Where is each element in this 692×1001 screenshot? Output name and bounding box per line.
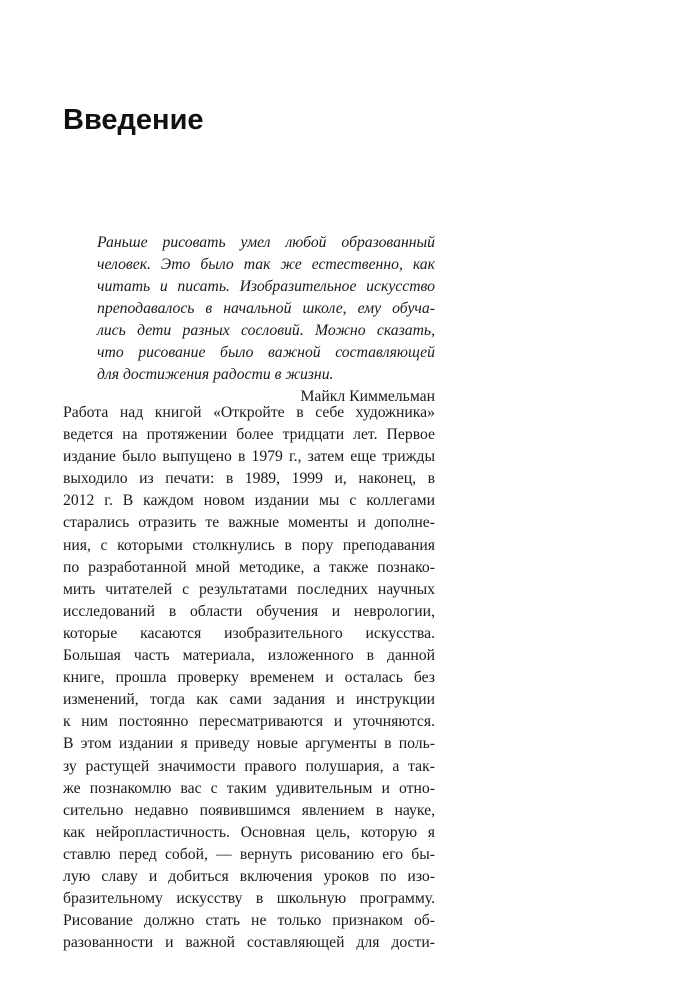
body-line: Работа над книгой «Откройте в себе художника»: [63, 404, 435, 421]
body-line: ставлю перед собой, — вернуть рисованию его бы-: [63, 845, 435, 863]
body-line: исследований в области обучения и неврологии,: [63, 602, 435, 620]
epigraph: [97, 232, 435, 408]
body-line: изменений, тогда как сами задания и инструкции: [63, 691, 435, 709]
body-line: Рисование должно стать не только признаком об-: [63, 912, 435, 930]
epigraph-line: для достижения радости в жизни.: [97, 366, 334, 383]
body-line: мить читателей с результатами последних научных: [63, 580, 435, 598]
body-line: к ним постоянно пересматриваются и уточняются.: [63, 713, 435, 731]
body-line: бразительному искусству в школьную программу.: [63, 890, 435, 908]
body-line: лую славу и добиться включения уроков по изо-: [63, 867, 435, 885]
body-line: издание было выпущено в 1979 г., затем еще трижды: [63, 448, 435, 466]
body-line: ния, с которыми столкнулись в пору преподавания: [63, 536, 435, 554]
body-line: ведется на протяжении более тридцати лет. Первое: [63, 426, 435, 444]
body-text: [63, 402, 435, 954]
body-line: зу растущей значимости правого полушария, а так-: [63, 757, 435, 775]
body-line: книге, прошла проверку временем и осталась без: [63, 669, 435, 687]
body-line: 2012 г. В каждом новом издании мы с коллегами: [63, 492, 435, 510]
epigraph-line: что рисование было важной составляющей: [97, 344, 435, 361]
body-line: сительно недавно появившимся явлением в науке,: [63, 801, 435, 819]
epigraph-line: преподавалось в начальной школе, ему обуча-: [97, 300, 435, 317]
body-line: которые касаются изобразительного искусства.: [63, 624, 435, 642]
epigraph-author: Майкл Киммельман: [300, 388, 435, 405]
epigraph-line: читать и писать. Изобразительное искусство: [97, 278, 435, 295]
chapter-heading: Введение: [63, 104, 204, 136]
epigraph-line: Раньше рисовать умел любой образованный: [97, 234, 435, 251]
body-line: по разработанной мной методике, а также познако-: [63, 558, 435, 576]
body-line: как нейропластичность. Основная цель, которую я: [63, 823, 435, 841]
body-line: разованности и важной составляющей для дости-: [63, 934, 435, 952]
body-line: Большая часть материала, изложенного в данной: [63, 647, 435, 665]
epigraph-line: лись дети разных сословий. Можно сказать,: [97, 322, 435, 339]
body-line: выходило из печати: в 1989, 1999 и, наконец, в: [63, 470, 435, 488]
epigraph-line: человек. Это было так же естественно, как: [97, 256, 435, 273]
body-line: же познакомлю вас с таким удивительным и отно-: [63, 779, 435, 797]
body-line: В этом издании я приведу новые аргументы в поль-: [63, 735, 435, 753]
body-line: старались отразить те важные моменты и дополне-: [63, 514, 435, 532]
